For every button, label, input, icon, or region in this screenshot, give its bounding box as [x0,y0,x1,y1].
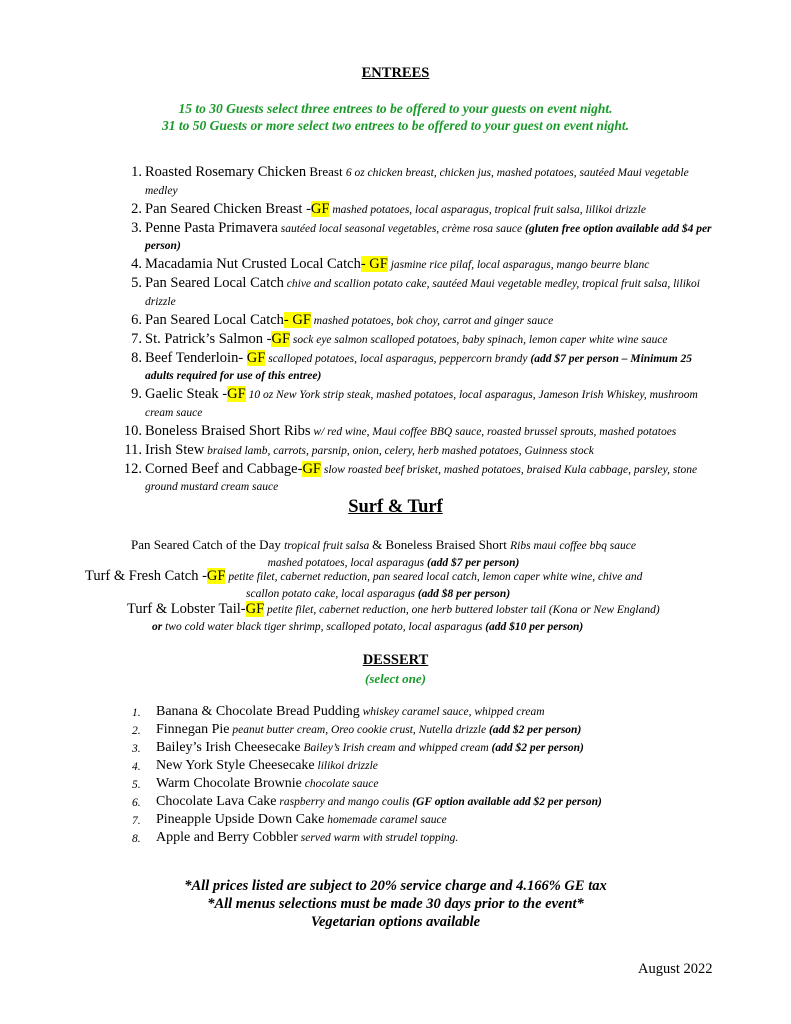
item-desc: lilikoi drizzle [314,760,378,772]
item-desc: mashed potatoes, local asparagus, tropical fruit salsa, lilikoi drizzle [329,203,646,216]
item-name: Apple and Berry Cobbler [156,830,298,845]
item-desc: chive and scallion potato cake, sautéed Maui vegetable medley, tropical fruit salsa, lilikoi drizzle [145,278,700,308]
item-number: 1. [132,707,141,719]
price-note: (add $7 per person) [427,557,520,569]
item-number: 9. [131,386,142,402]
item-number: 10. [123,422,142,439]
item-desc: Ribs [510,540,534,552]
item-desc: 10 oz New York strip steak, mashed potatoes, local asparagus, Jameson Irish Whiskey, mushroom cream sauce [145,389,698,419]
item-name: Beef Tenderloin- [145,349,247,366]
item-number: 3. [131,219,142,236]
item-name-suffix: Breast [306,164,346,179]
item-number: 7. [131,330,142,347]
list-item [132,721,732,739]
item-desc: scalloped potatoes, local asparagus, peppercorn brandy [265,352,531,365]
item-number: 8. [131,349,142,366]
price-note: (GF option available add $2 per person) [412,796,602,808]
item-name: Chocolate Lava Cake [156,794,277,809]
list-item [120,275,720,310]
item-desc: mashed potatoes, bok choy, carrot and ginger sauce [310,314,554,327]
list-item [120,220,720,255]
item-desc: sautéed local seasonal vegetables, crème rosa sauce [277,222,525,235]
entrees-heading: ENTREES [361,65,430,81]
item-desc: braised lamb, carrots, parsnip, onion, celery, herb mashed potatoes, Guinness stock [204,444,594,457]
surf-turf-item [0,568,791,602]
item-name: Boneless Braised Short Ribs [145,422,311,439]
surf-turf-heading: Surf & Turf [348,497,443,517]
list-item [120,312,720,330]
gf-badge: GF [310,200,330,217]
entrees-guest-notes [0,100,791,134]
gf-badge: GF [246,349,266,366]
item-name: St. Patrick’s Salmon - [145,330,272,347]
price-note: (add $8 per person) [417,588,511,600]
item-number: 6. [132,797,141,809]
dessert-list [132,703,732,847]
item-name: & Boneless Braised Short [372,537,511,552]
surf-turf-line [0,568,791,585]
surf-turf-line [0,537,779,554]
item-name: Roasted Rosemary Chicken [145,164,307,180]
item-number: 3. [132,743,141,755]
list-item [120,164,720,199]
list-item [120,256,720,274]
item-number: 7. [132,815,141,827]
surf-turf-item [0,537,779,571]
list-item [132,757,732,775]
gf-badge: GF [271,330,291,347]
item-desc: scallon potato cake, local asparagus [246,588,418,600]
price-note: (gluten free option available add $4 per person) [145,222,712,252]
list-item [132,775,732,793]
item-name: New York Style Cheesecake [156,758,315,773]
item-number: 5. [132,779,141,791]
item-desc: served warm with strudel topping. [297,832,459,844]
price-note: (add $2 per person) [488,724,582,736]
entrees-note: 15 to 30 Guests select three entrees to be offered to your guests on event night. [178,101,613,116]
item-name: Turf & Fresh Catch - [85,568,207,584]
item-name: Finnegan Pie [156,722,230,737]
item-number: 8. [132,833,141,845]
list-item [120,350,720,385]
item-desc: slow roasted beef brisket, mashed potatoes, braised Kula cabbage, parsley, stone ground mustard cream sauce [145,463,698,493]
list-item [120,461,720,496]
item-desc: Bailey’s Irish cream and whipped cream [300,742,492,754]
list-item [120,386,720,421]
list-item [132,739,732,757]
list-item [132,793,732,811]
dessert-heading: DESSERT [362,652,429,668]
item-name: Macadamia Nut Crusted Local Catch [145,256,361,272]
item-name: Warm Chocolate Brownie [156,776,302,791]
footer-note: *All menus selections must be made 30 days prior to the event* [207,896,584,912]
gf-badge: GF [227,386,246,402]
item-desc: tropical fruit salsa [284,540,373,552]
price-note: (add $2 per person) [491,742,584,754]
item-name: Gaelic Steak - [145,386,228,402]
entrees-note: 31 to 50 Guests or more select two entrees to be offered to your guest on event night. [162,118,629,133]
item-desc: petite filet, cabernet reduction, pan seared local catch, lemon caper white wine, chive and [225,571,643,583]
item-desc: sock eye salmon scalloped potatoes, baby spinach, lemon caper white wine sauce [290,333,668,346]
item-number: 4. [132,761,141,773]
surf-turf-line [0,618,791,635]
item-number: 6. [131,311,142,328]
item-name: Banana & Chocolate Bread Pudding [156,704,360,719]
item-number: 12. [123,460,142,477]
item-number: 4. [131,256,142,272]
item-name: Pan Seared Chicken Breast - [145,200,311,217]
price-note: (add $7 per person – Minimum 25 adults required for use of this entree) [145,352,693,382]
surf-turf-item [0,601,791,635]
list-item [132,703,732,721]
item-desc: whiskey caramel sauce, whipped cream [359,706,545,718]
item-number: 11. [124,441,142,458]
list-item [132,829,732,847]
list-item [120,442,720,460]
item-name: Bailey’s Irish Cheesecake [156,740,301,755]
item-name: Pineapple Upside Down Cake [156,812,325,827]
gf-badge: - GF [283,311,311,328]
item-desc: mashed potatoes, local asparagus [267,557,428,569]
list-item [120,201,720,219]
price-note: (add $10 per person) [485,621,584,633]
footer-notes [0,877,791,931]
item-desc: petite filet, cabernet reduction, one herb buttered lobster tail (Kona or New England) [264,604,660,616]
item-number: 2. [132,725,141,737]
item-number: 2. [131,200,142,217]
item-name: Irish Stew [145,441,205,458]
item-desc: raspberry and mango coulis [276,796,413,808]
item-name: Corned Beef and Cabbage- [145,460,303,477]
footer-note: Vegetarian options available [310,914,481,930]
item-desc: maui coffee bbq sauce [533,540,636,552]
gf-badge: GF [206,568,226,584]
or-word: or [152,621,163,633]
item-desc: w/ red wine, Maui coffee BBQ sauce, roasted brussel sprouts, mashed potatoes [310,425,677,438]
menu-date: August 2022 [638,961,713,977]
item-name: Penne Pasta Primavera [145,219,278,236]
surf-turf-line [0,601,791,618]
entree-list [120,164,720,497]
gf-badge: - GF [360,256,388,272]
item-name: Turf & Lobster Tail- [127,601,246,617]
item-desc: homemade caramel sauce [324,814,447,826]
item-desc: peanut butter cream, Oreo cookie crust, Nutella drizzle [229,724,489,736]
item-desc: chocolate sauce [301,778,379,790]
item-name: Pan Seared Local Catch [145,311,284,328]
footer-note: *All prices listed are subject to 20% service charge and 4.166% GE tax [184,878,607,894]
item-name: Pan Seared Catch of the Day [131,537,285,552]
surf-turf-line [0,585,791,602]
gf-badge: GF [245,601,265,617]
item-name: Pan Seared Local Catch [145,275,284,291]
item-number: 1. [131,164,142,180]
list-item [132,811,732,829]
dessert-subheading: (select one) [364,671,426,686]
item-desc: jasmine rice pilaf, local asparagus, mango beurre blanc [387,259,650,271]
item-number: 5. [131,275,142,291]
item-desc: 6 oz chicken breast, chicken jus, mashed potatoes, sautéed Maui vegetable medley [145,167,689,197]
list-item [120,423,720,441]
list-item [120,331,720,349]
gf-badge: GF [302,460,321,477]
item-desc: two cold water black tiger shrimp, scalloped potato, local asparagus [162,621,486,633]
